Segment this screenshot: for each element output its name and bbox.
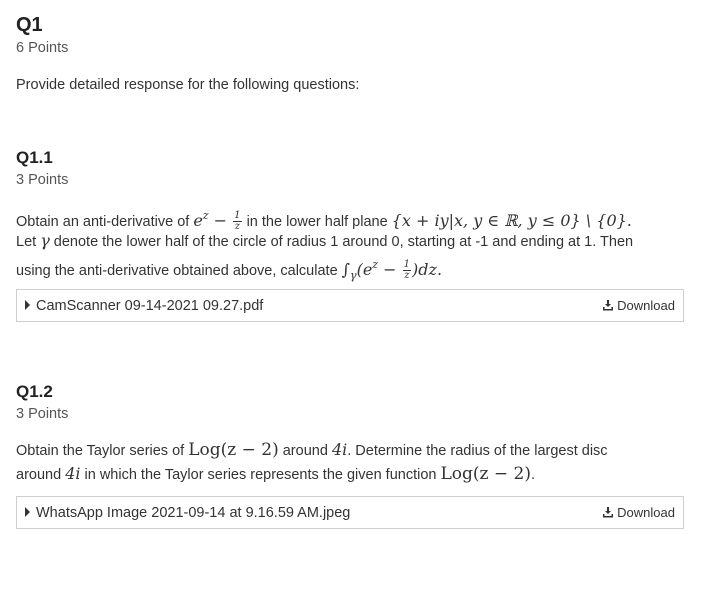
question-points: 6 Points xyxy=(16,40,69,56)
subquestion-title: Q1.2 xyxy=(16,382,53,401)
subquestion-text-line xyxy=(16,438,608,463)
subquestion-points: 3 Points xyxy=(16,406,69,422)
math-expression: γ xyxy=(40,231,50,250)
math-expression: 4i xyxy=(65,464,81,483)
fraction: $\frac{1}{z}$ xyxy=(403,259,411,281)
attachment-box xyxy=(16,289,684,322)
math-expression: $\int_\gamma(e^z$ − $\frac{1}{z}$ )dz. xyxy=(341,258,443,282)
fraction: $\frac{1}{z}$ xyxy=(234,210,241,232)
download-label: Download xyxy=(617,505,675,520)
question-title: Q1 xyxy=(16,14,43,36)
subquestion-points: 3 Points xyxy=(16,172,69,188)
download-icon xyxy=(602,299,614,311)
text-segment: around xyxy=(16,467,66,483)
text-segment: . xyxy=(531,467,536,483)
text-segment: in the lower half plane xyxy=(242,214,392,230)
text-segment: in which the Taylor series represents the given function xyxy=(80,467,441,483)
math-expression: {x + iy|x, y ∈ ℝ, y ≤ 0} \ {0}. xyxy=(391,211,632,230)
text-segment: using the anti-derivative obtained above, calculate xyxy=(16,263,342,279)
caret-right-icon xyxy=(25,300,30,310)
attachment-toggle[interactable] xyxy=(25,505,350,521)
subquestion-text-line xyxy=(16,229,633,254)
text-segment: Obtain an anti-derivative of xyxy=(16,214,194,230)
math-expression: $e^z$ − $\frac{1}{z}$ xyxy=(193,209,241,232)
attachment-box xyxy=(16,496,684,529)
attachment-filename: WhatsApp Image 2021-09-14 at 9.16.59 AM.jpeg xyxy=(36,505,351,521)
math-expression: Log(z − 2) xyxy=(188,440,279,460)
math-expression: 4i xyxy=(331,440,348,459)
download-icon xyxy=(602,506,614,518)
download-link[interactable] xyxy=(602,505,675,520)
text-segment: . Determine the radius of the largest disc xyxy=(347,443,608,459)
subquestion-title: Q1.1 xyxy=(16,148,53,167)
download-link[interactable] xyxy=(602,298,675,313)
text-segment: denote the lower half of the circle of radius 1 around 0, starting at -1 and ending at 1. Then xyxy=(49,234,634,250)
attachment-filename: CamScanner 09-14-2021 09.27.pdf xyxy=(36,298,264,314)
subquestion-text-line xyxy=(16,462,535,487)
text-segment: Obtain the Taylor series of xyxy=(16,443,189,459)
text-segment: around xyxy=(278,443,332,459)
caret-right-icon xyxy=(25,507,30,517)
subquestion-text-line xyxy=(16,253,442,288)
math-expression: Log(z − 2) xyxy=(440,464,531,484)
download-label: Download xyxy=(617,298,675,313)
text-segment: Let xyxy=(16,234,41,250)
attachment-toggle[interactable] xyxy=(25,298,263,314)
question-instructions: Provide detailed response for the following questions: xyxy=(16,77,360,93)
